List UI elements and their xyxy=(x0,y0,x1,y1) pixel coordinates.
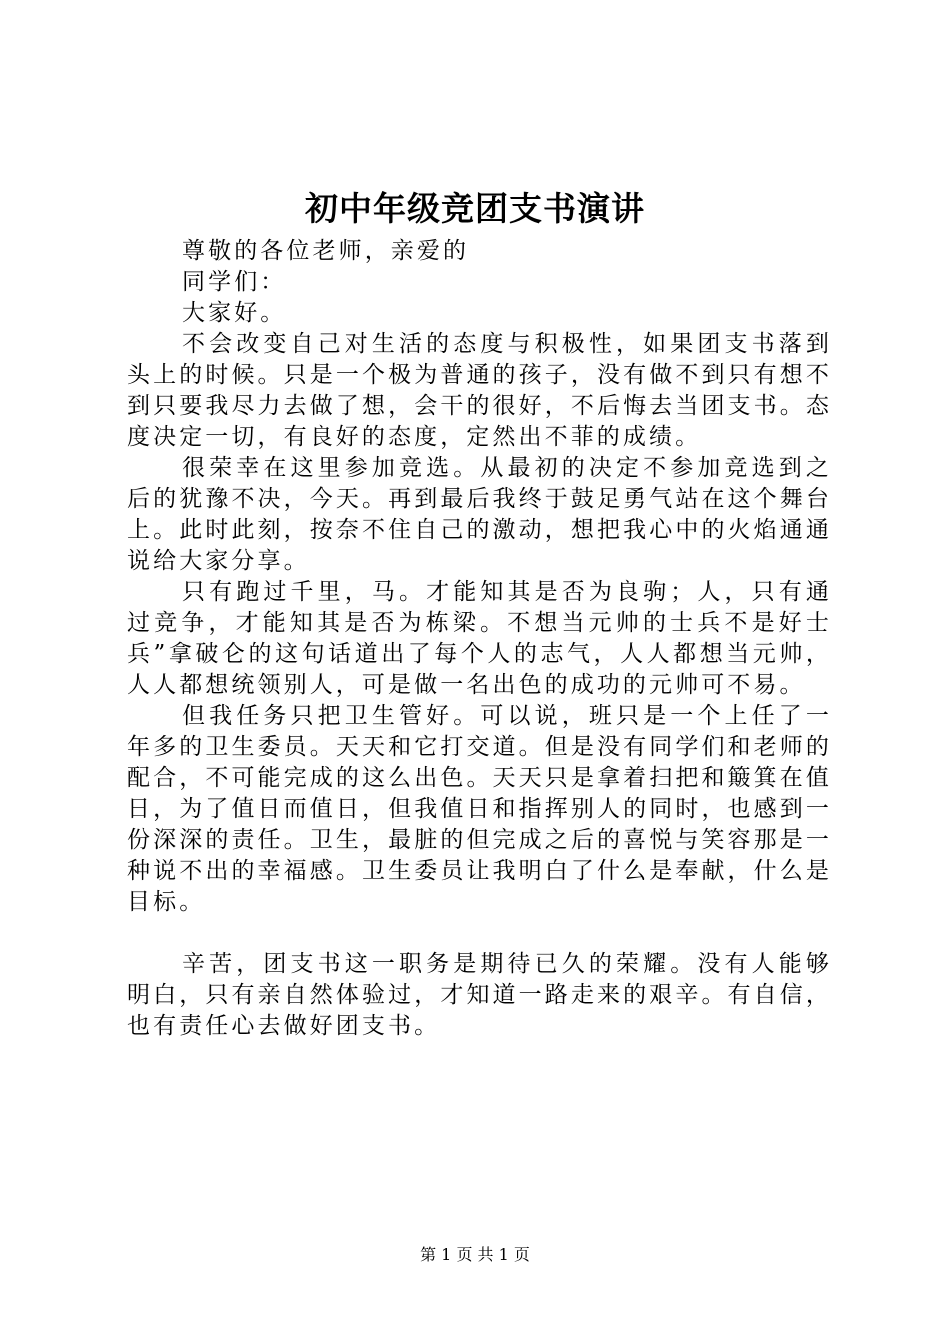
document-title: 初中年级竞团支书演讲 xyxy=(305,189,645,228)
paragraph-closing: 辛苦，团支书这一职务是期待已久的荣耀。没有人能够明白，只有亲自然体验过，才知道一路走来的艰辛。有自信，也有责任心去做好团支书。 xyxy=(127,951,832,1039)
page-number: 第 1 页 共 1 页 xyxy=(420,1245,530,1264)
document-body xyxy=(127,236,832,1042)
paragraph-competition: 只有跑过千里，马。才能知其是否为良驹；人，只有通过竞争，才能知其是否为栋梁。不想当元帅的士兵不是好士兵”拿破仑的这句话道出了每个人的志气，人人都想当元帅，人人都想统领别人，可是做一名出色的成功的元帅可不易。 xyxy=(127,579,832,698)
paragraph-greeting-1: 尊敬的各位老师，亲爱的 xyxy=(182,238,470,264)
paragraph-greeting-2: 同学们： xyxy=(182,269,287,295)
paragraph-greeting-3: 大家好。 xyxy=(182,300,287,326)
paragraph-hygiene: 但我任务只把卫生管好。可以说，班只是一个上任了一年多的卫生委员。天天和它打交道。但是没有同学们和老师的配合，不可能完成的这么出色。天天只是拿着扫把和簸箕在值日，为了值日而值日，但我值日和指挥别人的同时，也感到一份深深的责任。卫生，最脏的但完成之后的喜悦与笑容那是一种说不出的幸福感。卫生委员让我明白了什么是奉献，什么是目标。 xyxy=(127,703,832,915)
paragraph-attitude: 不会改变自己对生活的态度与积极性，如果团支书落到头上的时候。只是一个极为普通的孩子，没有做不到只有想不到只要我尽力去做了想，会干的很好，不后悔去当团支书。态度决定一切，有良好的态度，定然出不菲的成绩。 xyxy=(127,331,832,450)
paragraph-honor: 很荣幸在这里参加竞选。从最初的决定不参加竞选到之后的犹豫不决，今天。再到最后我终于鼓足勇气站在这个舞台上。此时此刻，按奈不住自己的激动，想把我心中的火焰通通说给大家分享。 xyxy=(127,455,832,574)
